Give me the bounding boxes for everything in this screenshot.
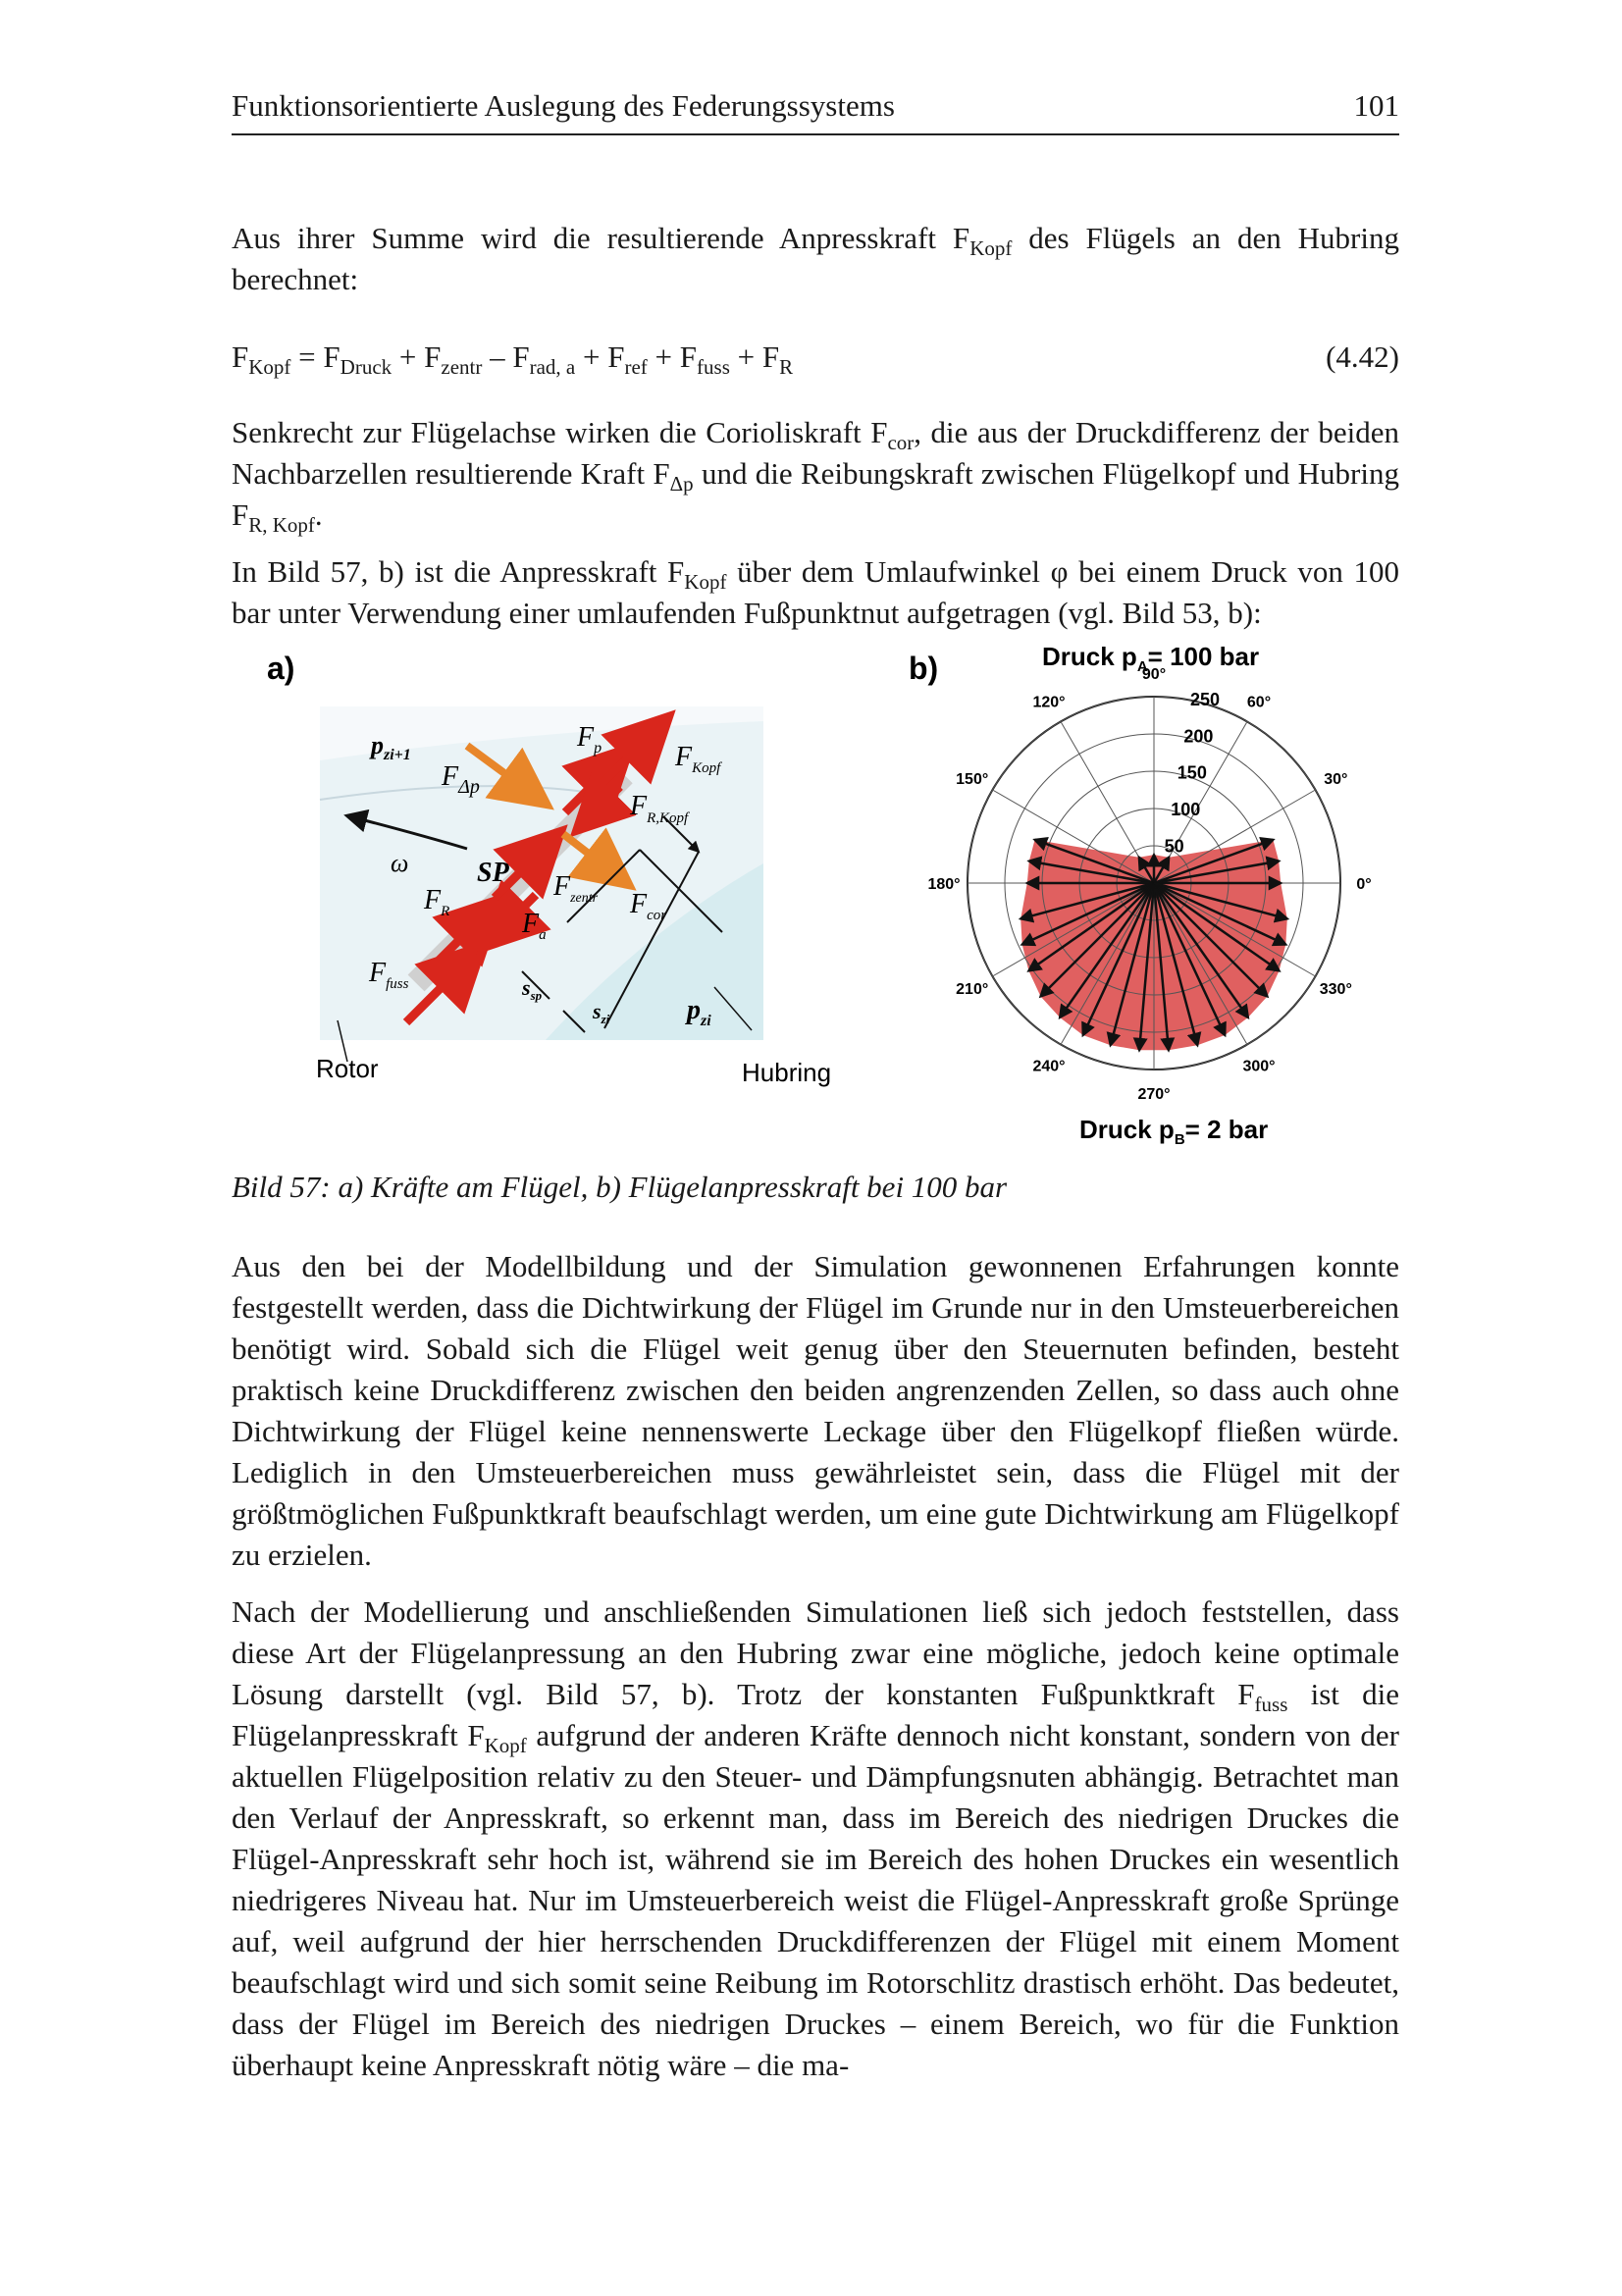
- omega-label: ω: [391, 849, 409, 877]
- polar-chart: [927, 666, 1371, 1103]
- chart-title: Druck $p_A= 100$ bar: [1042, 642, 1260, 675]
- label-b: b): [909, 651, 939, 686]
- figure-57: [232, 638, 1399, 1148]
- equation-4-42: $F_{Kopf} = F_{Druck} + F_{zentr} - F_{rad, a} + F_{ref} + F_{fuss} + F_R$ (4.42): [232, 339, 1399, 379]
- r-tick-label-100: 100: [1171, 800, 1201, 820]
- label-p-zi1: $p_{zi+1}$: [371, 731, 411, 763]
- running-header: [232, 88, 1399, 135]
- angle-label-150: 150°: [956, 771, 989, 788]
- label-f-r: $F_R$: [424, 885, 450, 919]
- label-p-zi: $p_{zi}$: [687, 995, 711, 1029]
- label-s-zi: $s_{zi}$: [593, 999, 610, 1026]
- vane-diagram: [316, 706, 831, 1087]
- running-title: Funktionsorientierte Auslegung des Federungssystems: [232, 88, 895, 123]
- label-hubring: Hubring: [742, 1058, 832, 1087]
- label-f-cor: $F_{cor}$: [630, 889, 667, 923]
- paragraph-3: In Bild 57, b) ist die Anpresskraft $F_{Kopf}$ über dem Umlaufwinkel φ bei einem Druck von 100 bar unter Verwendung einer umlaufenden Fußpunktnut aufgetragen (vgl. Bild 53, b):: [232, 554, 1399, 630]
- angle-label-90: 90°: [1141, 666, 1167, 683]
- paragraph-1: Aus ihrer Summe wird die resultierende Anpresskraft $F_{Kopf}$ des Flügels an den Hubring berechnet:: [232, 221, 1399, 296]
- label-f-dp: $F_{\Delta p}$: [442, 761, 480, 798]
- label-s-sp: $s_{sp}$: [522, 975, 543, 1003]
- label-a: a): [267, 651, 295, 686]
- label-f-zentr: $F_{zentr}$: [553, 871, 599, 906]
- paragraph-2: Senkrecht zur Flügelachse wirken die Corioliskraft $F_{cor}$, die aus der Druckdifferenz der beiden Nachbarzellen resultierende Kraft $F_{\Delta p}$ und die Reibungskraft zwischen Flügelkopf und Hubring $F_{R, Kopf}$.: [232, 415, 1399, 537]
- equation-number: (4.42): [1326, 339, 1399, 374]
- r-tick-label-200: 200: [1183, 726, 1214, 747]
- label-f-rkopf: $F_{R,Kopf}$: [630, 791, 689, 826]
- angle-label-0: 0°: [1356, 876, 1372, 893]
- label-rotor: Rotor: [316, 1054, 379, 1083]
- angle-label-300: 300°: [1242, 1058, 1276, 1075]
- figure-svg: [232, 638, 1399, 1148]
- label-f-p: $F_p$: [577, 722, 602, 757]
- r-tick-label-150: 150: [1177, 762, 1207, 783]
- angle-label-210: 210°: [956, 981, 989, 998]
- figure-caption: Bild 57: a) Kräfte am Flügel, b) Flügelanpresskraft bei 100 bar: [232, 1170, 1008, 1204]
- angle-label-30: 30°: [1324, 771, 1348, 788]
- paragraph-4: Aus den bei der Modellbildung und der Simulation gewonnenen Erfahrungen konnte festgestellt werden, dass die Dichtwirkung der Flügel im Grunde nur in den Umsteuerbereichen benötigt wird. Sobald sich die Flügel weit genug über den Steuernuten befinden, besteht praktisch keine Druckdifferenz zwischen den beiden angrenzenden Zellen, so dass auch ohne Dichtwirkung der Flügel keine nennenswerte Leckage über den Flügelkopf fließen würde. Lediglich in den Umsteuerbereichen muss gewährleistet sein, dass die Flügel mit der größtmöglichen Fußpunktkraft beaufschlagt werden, um eine gute Dichtwirkung am Flügelkopf zu erzielen.: [232, 1249, 1399, 1572]
- label-f-a: $F_a$: [522, 909, 547, 943]
- paragraph-5: Nach der Modellierung und anschließenden Simulationen ließ sich jedoch feststellen, dass diese Art der Flügelanpressung an den Hubring zwar eine mögliche, jedoch keine optimale Lösung darstellt (vgl. Bild 57, b). Trotz der konstanten Fußpunktkraft $F_{fuss}$ ist die Flügelanpresskraft $F_{Kopf}$ aufgrund der anderen Kräfte dennoch nicht konstant, sondern von der aktuellen Flügelposition relativ zu den Steuer- und Dämpfungsnuten abhängig. Betrachtet man den Verlauf der Anpresskraft, so erkennt man, dass im Bereich des niedrigen Druckes die Flügel-Anpresskraft sehr hoch ist, während sie im Bereich des hohen Druckes ein wesentlich niedrigeres Niveau hat. Nur im Umsteuerbereich weist die Flügel-Anpresskraft große Sprünge auf, weil aufgrund der hier herrschenden Druckdifferenzen der Flügel mit einem Moment beaufschlagt wird und sich somit seine Reibung im Rotorschlitz drastisch erhöht. Das bedeutet, dass der Flügel im Bereich des niedrigen Druckes – einem Bereich, wo für die Funktion überhaupt keine Anpresskraft nötig wäre – die ma-: [232, 1594, 1399, 2082]
- r-tick-label-50: 50: [1164, 836, 1184, 857]
- angle-label-120: 120°: [1032, 694, 1066, 711]
- angle-label-240: 240°: [1032, 1058, 1066, 1075]
- label-f-fuss: $F_{fuss}$: [369, 958, 409, 992]
- angle-label-60: 60°: [1246, 694, 1272, 711]
- angle-label-330: 330°: [1319, 981, 1352, 998]
- label-f-kopf: $F_{Kopf}$: [675, 742, 721, 776]
- label-sp: SP: [477, 858, 509, 888]
- r-tick-label-250: 250: [1190, 689, 1221, 709]
- chart-subtitle: Druck $p_B= 2$ bar: [1079, 1115, 1269, 1148]
- angle-label-270: 270°: [1137, 1086, 1171, 1103]
- angle-label-180: 180°: [927, 876, 961, 893]
- page-number: 101: [1353, 88, 1399, 123]
